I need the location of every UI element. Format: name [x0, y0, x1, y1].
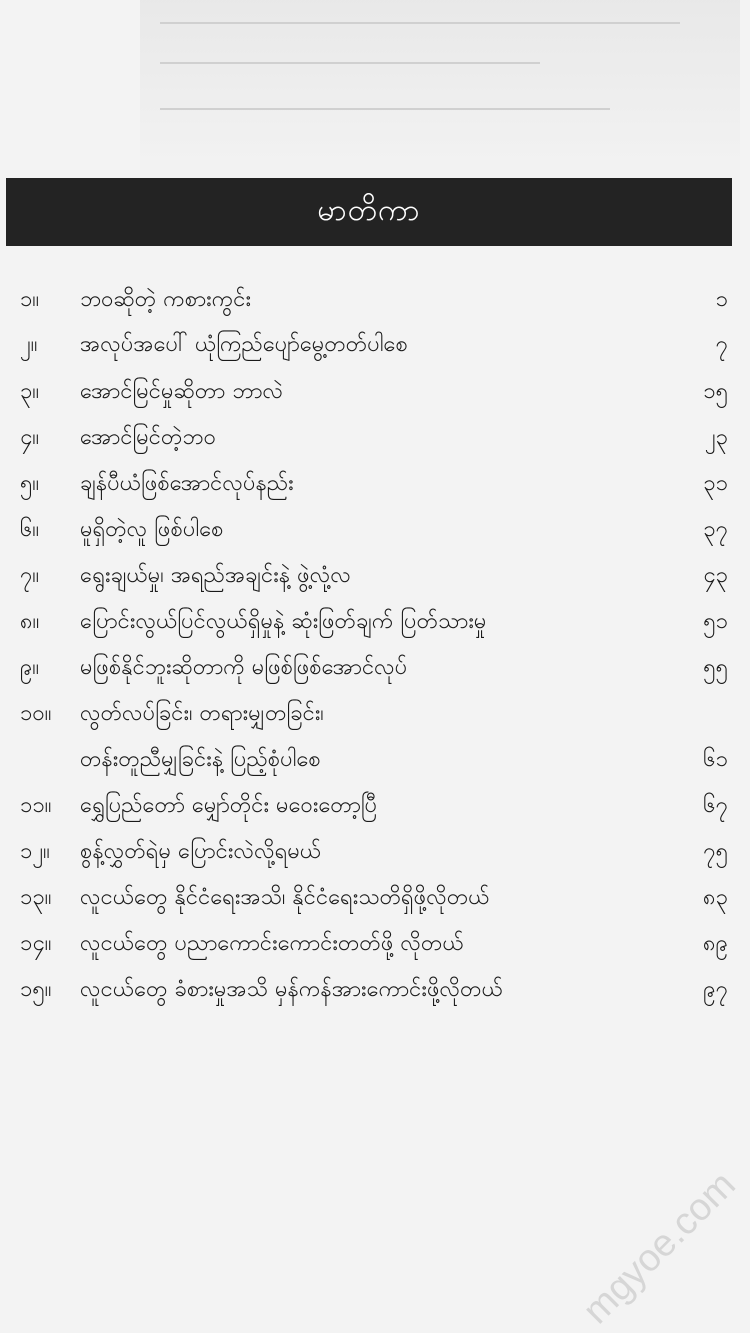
chapter-title: စွန့်လွှတ်ရဲမှ ပြောင်းလဲလို့ရမယ် [80, 839, 322, 864]
chapter-number: ၁၄။ [20, 931, 52, 956]
toc-entry[interactable] [0, 694, 750, 734]
chapter-title: ရွေးချယ်မှု၊ အရည်အချင်းနဲ့ ဖွဲ့လုံ့လ [80, 563, 351, 588]
toc-entry[interactable] [0, 832, 750, 872]
toc-entry[interactable] [0, 602, 750, 642]
watermark: mgyoe.com [574, 1163, 744, 1333]
chapter-title: လူငယ်တွေ နိုင်ငံရေးအသိ၊ နိုင်ငံရေးသတိရှိဖို့လိုတယ် [80, 885, 490, 910]
toc-entry[interactable] [0, 325, 750, 365]
chapter-title: လွတ်လပ်ခြင်း၊ တရားမျှတခြင်း၊ [80, 701, 324, 726]
chapter-title: မူရှိတဲ့လူ ဖြစ်ပါစေ [80, 517, 224, 542]
page-number: ၅၁ [703, 609, 728, 634]
chapter-title: အလုပ်အပေါ် ယုံကြည်ပျော်မွေ့တတ်ပါစေ [80, 332, 408, 357]
page-number: ၄၃ [703, 563, 728, 588]
chapter-number: ၁၀။ [20, 701, 52, 726]
chapter-title: အောင်မြင်တဲ့ဘဝ [80, 425, 216, 450]
page-number: ၆၁ [703, 747, 728, 772]
page-number: ၈၃ [703, 885, 728, 910]
toc-entry[interactable] [0, 786, 750, 826]
page-number: ၅၅ [703, 655, 728, 680]
chapter-number: ၁၃။ [20, 885, 52, 910]
chapter-title: အောင်မြင်မှုဆိုတာ ဘာလဲ [80, 379, 284, 404]
chapter-number: ၂။ [20, 332, 38, 357]
page-number: ၁၅ [703, 379, 728, 404]
toc-entry[interactable] [0, 418, 750, 458]
page-number: ၈၉ [703, 931, 728, 956]
chapter-title: လူငယ်တွေ ခံစားမှုအသိ မှန်ကန်အားကောင်းဖို့လိုတယ် [80, 977, 503, 1002]
page-number: ၃၇ [703, 517, 728, 542]
toc-entry[interactable] [0, 924, 750, 964]
page-number: ၇၅ [703, 839, 728, 864]
chapter-title: လူငယ်တွေ ပညာကောင်းကောင်းတတ်ဖို့ လိုတယ် [80, 931, 464, 956]
page-number: ၉၇ [703, 977, 728, 1002]
toc-entry[interactable] [0, 878, 750, 918]
toc-entry[interactable] [0, 280, 750, 320]
contents-title: မာတိကာ [317, 192, 421, 228]
chapter-number: ၄။ [20, 425, 40, 450]
contents-header-bar [6, 178, 732, 246]
chapter-title: ပြောင်းလွယ်ပြင်လွယ်ရှိမှုနဲ့ ဆုံးဖြတ်ချက် ပြတ်သားမှု [80, 609, 487, 634]
show-through-line [160, 108, 610, 110]
chapter-title: ရွှေပြည်တော် မျှော်တိုင်း မဝေးတော့ပြီ [80, 793, 378, 818]
chapter-number: ၇။ [20, 563, 40, 588]
chapter-title: တန်းတူညီမျှခြင်းနဲ့ ပြည့်စုံပါစေ [80, 747, 321, 772]
chapter-number: ၁။ [20, 287, 40, 312]
chapter-number: ၁၅။ [20, 977, 52, 1002]
chapter-title: မဖြစ်နိုင်ဘူးဆိုတာကို မဖြစ်ဖြစ်အောင်လုပ် [80, 655, 408, 680]
chapter-number: ၆။ [20, 517, 40, 542]
toc-entry-continuation[interactable] [0, 740, 750, 780]
chapter-number: ၁၁။ [20, 793, 52, 818]
chapter-number: ၃။ [20, 379, 40, 404]
chapter-number: ၅။ [20, 471, 40, 496]
page-number: ၆၇ [703, 793, 728, 818]
toc-entry[interactable] [0, 648, 750, 688]
show-through-line [160, 62, 540, 64]
toc-entry[interactable] [0, 970, 750, 1010]
toc-entry[interactable] [0, 372, 750, 412]
toc-entry[interactable] [0, 464, 750, 504]
chapter-title: ချန်ပီယံဖြစ်အောင်လုပ်နည်း [80, 471, 294, 496]
show-through-line [160, 22, 680, 24]
chapter-number: ၉။ [20, 655, 40, 680]
page-number: ၁ [715, 287, 728, 312]
chapter-title: ဘဝဆိုတဲ့ ကစားကွင်း [80, 287, 252, 312]
page-number: ၂၃ [704, 425, 728, 450]
show-through-text [140, 0, 740, 170]
toc-entry[interactable] [0, 556, 750, 596]
page-number: ၇ [715, 332, 728, 357]
chapter-number: ၁၂။ [20, 839, 50, 864]
page-number: ၃၁ [703, 471, 728, 496]
toc-entry[interactable] [0, 510, 750, 550]
chapter-number: ၈။ [20, 609, 40, 634]
